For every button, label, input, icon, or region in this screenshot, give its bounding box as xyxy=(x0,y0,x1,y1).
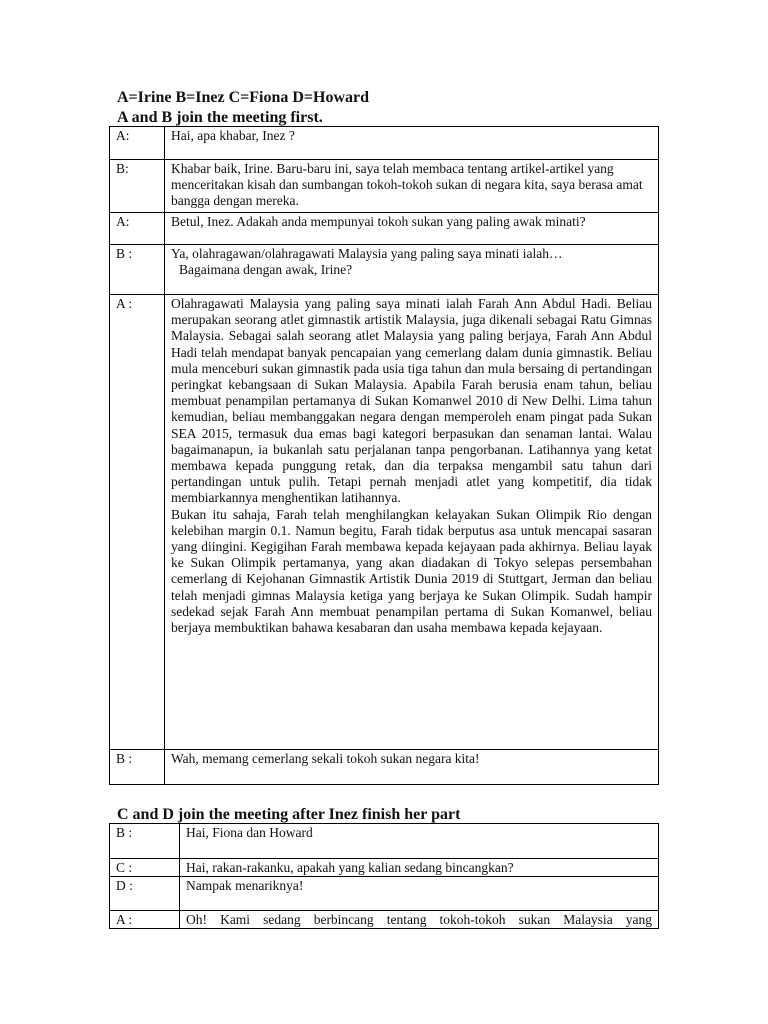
speaker-label: A : xyxy=(110,295,165,750)
dialogue-paragraph: Bagaimana dengan awak, Irine? xyxy=(179,262,353,278)
speaker-label: B : xyxy=(110,750,165,785)
dialogue-paragraph: Ya, olahragawan/olahragawati Malaysia yang paling saya minati ialah… xyxy=(171,246,563,261)
dialogue-table-first xyxy=(109,126,659,785)
dialogue-text xyxy=(165,213,659,245)
speaker-label: A : xyxy=(110,911,180,929)
dialogue-text xyxy=(180,824,659,859)
speaker-label: B : xyxy=(110,245,165,295)
dialogue-row xyxy=(110,877,659,911)
dialogue-text xyxy=(180,911,659,929)
dialogue-row xyxy=(110,750,659,785)
dialogue-text xyxy=(180,877,659,911)
dialogue-row xyxy=(110,160,659,213)
roles-legend: A=Irine B=Inez C=Fiona D=Howard xyxy=(117,89,370,106)
speaker-label: A: xyxy=(110,213,165,245)
speaker-label: C : xyxy=(110,859,180,877)
dialogue-row xyxy=(110,213,659,245)
speaker-label: D : xyxy=(110,877,180,911)
dialogue-row xyxy=(110,911,659,929)
dialogue-row xyxy=(110,824,659,859)
dialogue-paragraph: Hai, Fiona dan Howard xyxy=(186,825,313,840)
section-heading-first: A and B join the meeting first. xyxy=(117,109,323,126)
dialogue-text xyxy=(165,127,659,160)
dialogue-table-second xyxy=(109,823,659,929)
dialogue-row xyxy=(110,245,659,295)
dialogue-paragraph: Olahragawati Malaysia yang paling saya minati ialah Farah Ann Abdul Hadi. Beliau merupakan seorang atlet gimnastik artistik Malaysia, juga dikenali sebagai Ratu Gimnas Malaysia. Sebagai salah seorang atlet Malaysia yang paling berjaya, Farah Ann Abdul Hadi telah mendapat banyak pencapaian yang cemerlang dalam dunia gimnastik. Beliau mula menceburi sukan gimnastik pada usia tiga tahun dan mula bersaing di pertandingan peringkat kebangsaan di Sukan Malaysia. Apabila Farah berusia enam tahun, beliau membuat penampilan pertamanya di Sukan Komanwel 2010 di New Delhi. Lima tahun kemudian, beliau membanggakan negara dengan memperoleh enam pingat pada Sukan SEA 2015, termasuk dua emas bagi kategori berpasukan dan senaman lantai. Walau bagaimanapun, ia bukanlah satu perjalanan tanpa pengorbanan. Latihannya yang ketat membawa kepada punggung retak, dan dia terpaksa mengambil satu tahun dari pertandingan untuk pulih. Tetapi pernah menjadi atlet yang kompetitif, dia tidak membiarkannya menghentikan latihannya. xyxy=(171,296,652,506)
dialogue-row xyxy=(110,859,659,877)
dialogue-paragraph: Hai, rakan-rakanku, apakah yang kalian sedang bincangkan? xyxy=(186,860,514,875)
dialogue-text xyxy=(180,859,659,877)
speaker-label: B: xyxy=(110,160,165,213)
dialogue-paragraph: Betul, Inez. Adakah anda mempunyai tokoh sukan yang paling awak minati? xyxy=(171,214,586,229)
dialogue-text xyxy=(165,750,659,785)
dialogue-paragraph: Wah, memang cemerlang sekali tokoh sukan negara kita! xyxy=(171,751,480,766)
dialogue-row xyxy=(110,295,659,750)
dialogue-paragraph: Khabar baik, Irine. Baru-baru ini, saya telah membaca tentang artikel-artikel yang menceritakan kisah dan sumbangan tokoh-tokoh sukan di negara kita, saya berasa amat bangga dengan mereka. xyxy=(171,161,643,209)
dialogue-text xyxy=(165,245,659,295)
dialogue-paragraph: Hai, apa khabar, Inez ? xyxy=(171,128,295,143)
dialogue-paragraph: Bukan itu sahaja, Farah telah menghilangkan kelayakan Sukan Olimpik Rio dengan kelebihan margin 0.1. Namun begitu, Farah tidak berputus asa untuk mencapai sasaran yang diingini. Kegigihan Farah membawa kepada kejayaan pada akhirnya. Beliau layak ke Sukan Olimpik pertamanya, yang akan diadakan di Tokyo selepas persembahan cemerlang di Kejohanan Gimnastik Artistik Dunia 2019 di Stuttgart, Jerman dan beliau telah menjadi gimnas Malaysia ketiga yang berjaya ke Sukan Olimpik. Sudah hampir sedekad sejak Farah Ann membuat penampilan pertama di Sukan Komanwel, beliau berjaya membuktikan bahawa kesabaran dan usaha membawa kepada kejayaan. xyxy=(171,506,652,636)
speaker-label: B : xyxy=(110,824,180,859)
dialogue-paragraph: Oh! Kami sedang berbincang tentang tokoh-tokoh sukan Malaysia yang xyxy=(186,912,652,928)
dialogue-text xyxy=(165,160,659,213)
dialogue-text xyxy=(165,295,659,750)
speaker-label: A: xyxy=(110,127,165,160)
section-heading-second: C and D join the meeting after Inez finish her part xyxy=(117,806,461,823)
dialogue-paragraph: Nampak menariknya! xyxy=(186,878,304,894)
dialogue-row xyxy=(110,127,659,160)
